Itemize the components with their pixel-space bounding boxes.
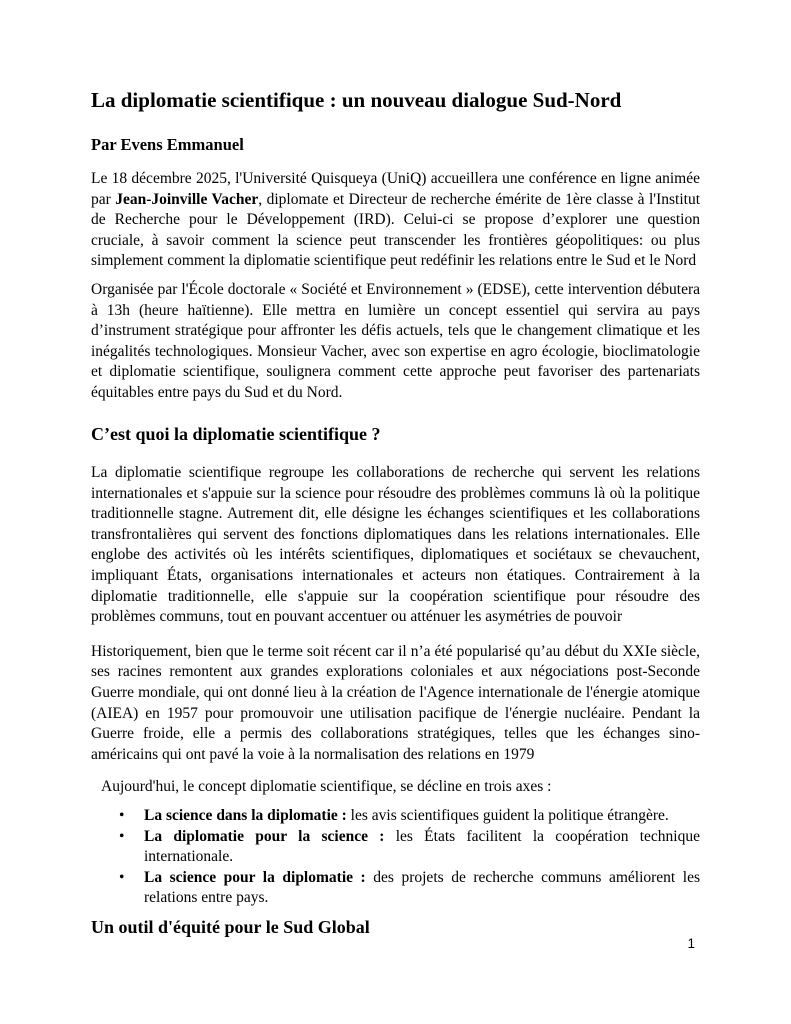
paragraph-history: Historiquement, bien que le terme soit récent car il n’a été popularisé qu’au début du XXIe siècle, ses racines remontent aux grandes explorations coloniales et aux négociations post-Seconde Guerre mondiale, qui ont donné lieu à la création de l'Agence internationale de l'énergie atomique (AIEA) en 1957 pour promouvoir une utilisation pacifique de l'énergie nucléaire. Pendant la Guerre froide, elle a permis des collaborations stratégiques, telles que les échanges sino-américains qui ont pavé la voie à la normalisation des relations en 1979: [91, 642, 700, 763]
list-item-lead: La science pour la diplomatie :: [144, 868, 366, 886]
document-title: La diplomatie scientifique : un nouveau dialogue Sud-Nord: [91, 88, 622, 112]
heading-equity: Un outil d'équité pour le Sud Global: [91, 916, 370, 937]
list-item-lead: La diplomatie pour la science :: [144, 827, 385, 845]
list-item-lead: La science dans la diplomatie :: [144, 807, 347, 825]
paragraph-definition: La diplomatie scientifique regroupe les collaborations de recherche qui servent les relations internationales et s'appuie sur la science pour résoudre des problèmes communs là où la politique traditionnelle stagne. Autrement dit, elle désigne les échanges scientifiques et les collaborations transfrontalières qui servent des fonctions diplomatiques dans les relations internationales. Elle englobe des activités où les intérêts scientifiques, diplomatiques et sociétaux se chevauchent, impliquant États, organisations internationales et acteurs non étatiques. Contrairement à la diplomatie traditionnelle, elle s'appuie sur la coopération scientifique pour résoudre des problèmes communs, tout en pouvant accentuer ou atténuer les asymétries de pouvoir: [91, 464, 700, 626]
list-item-text: les avis scientifiques guident la politique étrangère.: [346, 807, 669, 825]
bullet-icon: •: [119, 868, 125, 886]
paragraph-axes-intro: Aujourd'hui, le concept diplomatie scientifique, se décline en trois axes :: [101, 778, 552, 796]
axes-list: [91, 806, 700, 909]
list-item-diplomacy-for-science: [91, 827, 700, 868]
list-item-science-for-diplomacy: [91, 868, 700, 909]
intro-text-post: , diplomate et Directeur de recherche émérite de 1ère classe à l'Institut de Recherche pour le Développement (IRD). Celui-ci se propose d’explorer une question cruciale, à savoir comment la science peut transcender les frontières géopolitiques: ou plus simplement comment la diplomatie scientifique peut redéfinir les relations entre le Sud et le Nord: [91, 190, 701, 270]
page-number: 1: [687, 936, 695, 951]
list-item-text: les États facilitent la coopération technique internationale.: [144, 827, 700, 866]
paragraph-organisation: Organisée par l'École doctorale « Société et Environnement » (EDSE), cette intervention débutera à 13h (heure haïtienne). Elle mettra en lumière un concept essentiel qui servira au pays d’instrument stratégique pour affronter les défis actuels, tels que le changement climatique et les inégalités technologiques. Monsieur Vacher, avec son expertise en agro écologie, bioclimatologie et diplomatie scientifique, soulignera comment cette approche peut favoriser des partenariats équitables entre pays du Sud et du Nord.: [91, 280, 700, 401]
bullet-icon: •: [119, 827, 125, 845]
list-item-science-in-diplomacy: [91, 806, 700, 827]
paragraph-intro: [91, 169, 700, 272]
bullet-icon: •: [119, 807, 125, 825]
heading-definition: C’est quoi la diplomatie scientifique ?: [91, 423, 381, 444]
list-item-text: des projets de recherche communs améliorent les relations entre pays.: [144, 868, 700, 907]
speaker-name: Jean-Joinville Vacher: [115, 190, 259, 208]
byline: Par Evens Emmanuel: [91, 135, 244, 155]
intro-text-pre: Le 18 décembre 2025, l'Université Quisqueya (UniQ) accueillera une conférence en ligne animée par: [91, 169, 700, 208]
